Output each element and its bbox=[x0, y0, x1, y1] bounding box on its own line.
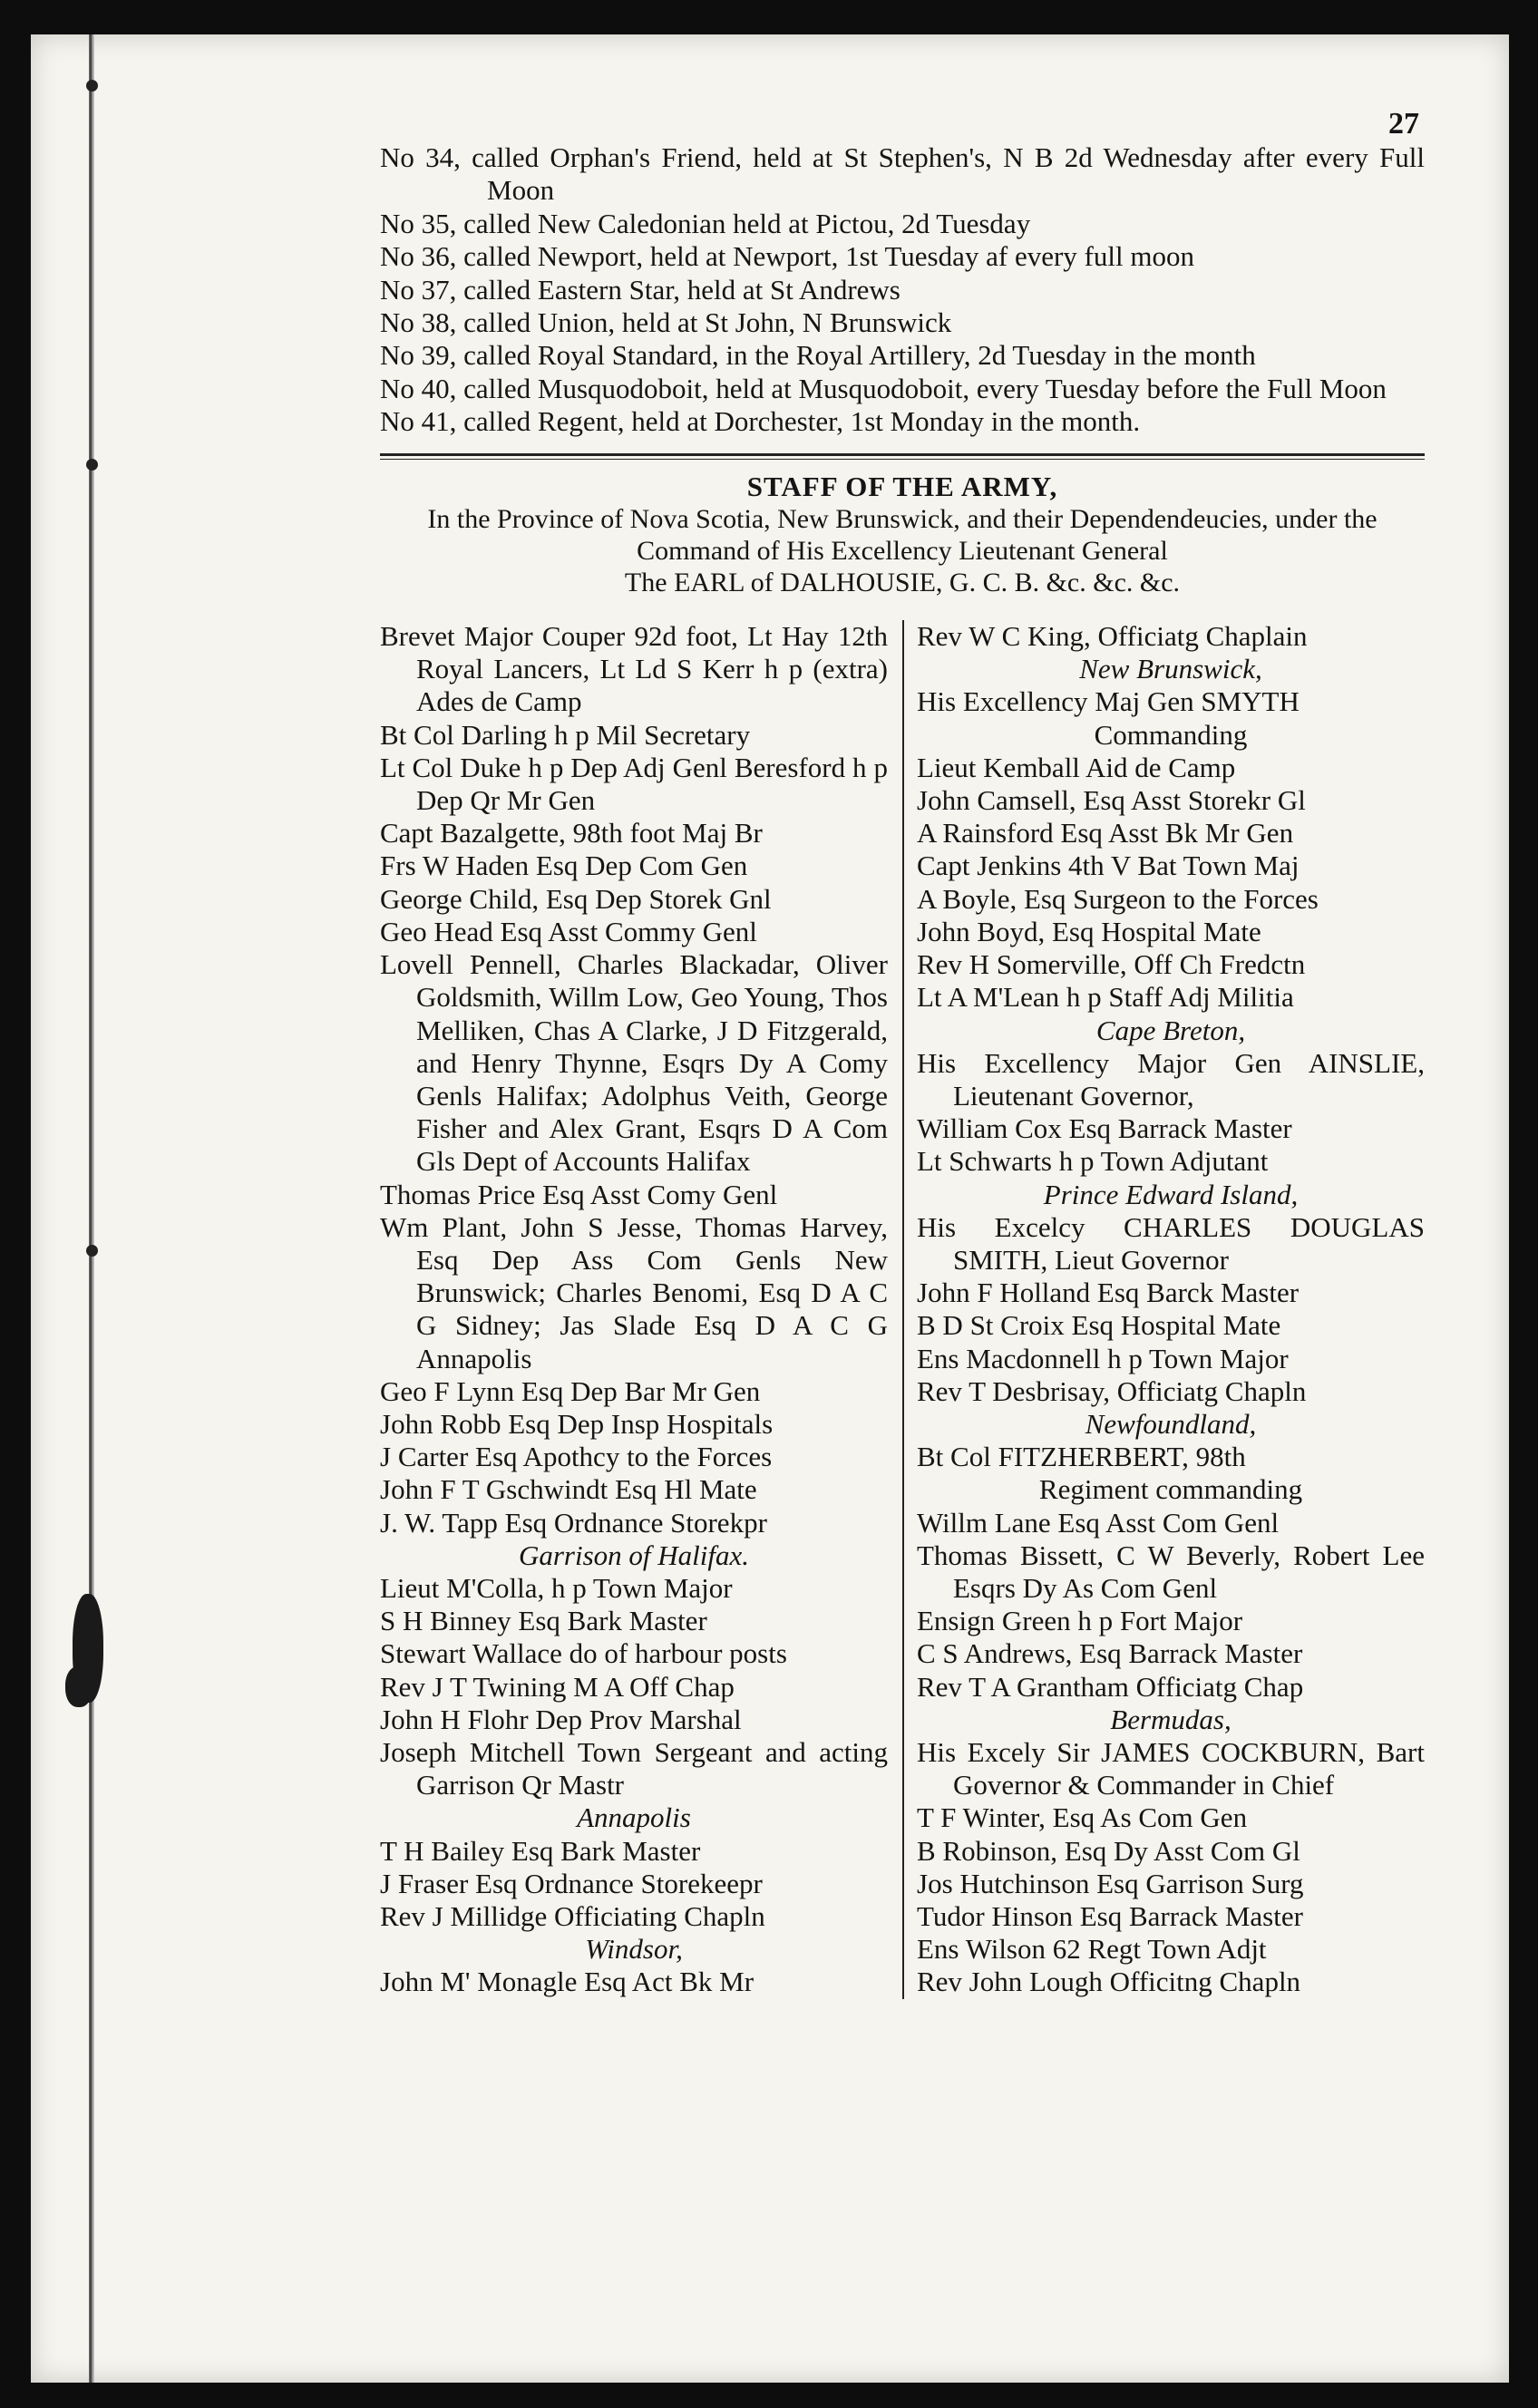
page-number: 27 bbox=[1388, 107, 1419, 141]
staff-entry: Tudor Hinson Esq Barrack Master bbox=[917, 1899, 1303, 1932]
staff-entry: Brevet Major Couper 92d foot, Lt Hay 12th Royal Lancers, Lt Ld S Kerr h p (extra) Ades de Camp bbox=[380, 620, 888, 718]
staff-entry: J Carter Esq Apothcy to the Forces bbox=[380, 1441, 773, 1473]
section-heading: Newfoundland, bbox=[1085, 1407, 1257, 1440]
staff-title: STAFF OF THE ARMY, bbox=[746, 470, 1058, 502]
lodge-entry: No 40, called Musquodoboit, held at Musquodoboit, every Tuesday before the Full Moon bbox=[380, 372, 1387, 404]
staff-entry: Bt Col Darling h p Mil Secretary bbox=[380, 718, 751, 751]
staff-entry: John M' Monagle Esq Act Bk Mr bbox=[380, 1966, 754, 1998]
section-divider bbox=[380, 453, 1425, 460]
lodge-entry: No 38, called Union, held at St John, N Brunswick bbox=[380, 306, 952, 339]
staff-entry: Rev J Millidge Officiating Chapln bbox=[380, 1899, 765, 1932]
staff-entry: Rev John Lough Officitng Chapln bbox=[917, 1966, 1301, 1998]
staff-entry: John F Holland Esq Barck Master bbox=[917, 1277, 1300, 1309]
right-column bbox=[904, 620, 1425, 1999]
staff-entry: His Excellency Maj Gen SMYTH bbox=[917, 685, 1300, 718]
section-heading: Bermudas, bbox=[1110, 1703, 1231, 1735]
staff-entry: Thomas Price Esq Asst Comy Genl bbox=[380, 1178, 778, 1210]
document-page bbox=[31, 34, 1509, 2383]
staff-entry: Rev W C King, Officiatg Chaplain bbox=[917, 620, 1308, 653]
staff-entry: J. W. Tapp Esq Ordnance Storekpr bbox=[380, 1506, 767, 1539]
staff-commander: The EARL of DALHOUSIE, G. C. B. &c. &c. &c. bbox=[624, 568, 1181, 598]
staff-entry: Ens Macdonnell h p Town Major bbox=[917, 1342, 1289, 1374]
staff-entry: Lieut Kemball Aid de Camp bbox=[917, 751, 1236, 783]
lodge-list bbox=[380, 141, 1425, 439]
lodge-entry: No 41, called Regent, held at Dorchester, 1st Monday in the month. bbox=[380, 405, 1141, 438]
lodge-entry: No 34, called Orphan's Friend, held at St Stephen's, N B 2d Wednesday after every Full Moon bbox=[380, 141, 1425, 207]
staff-entry: William Cox Esq Barrack Master bbox=[917, 1112, 1292, 1145]
staff-entry: His Excely Sir JAMES COCKBURN, Bart Governor & Commander in Chief bbox=[917, 1735, 1425, 1801]
staff-subtitle: In the Province of Nova Scotia, New Brunswick, and their Dependendeucies, under the Command of His Excellency Lieutenant General bbox=[427, 504, 1377, 567]
staff-entry: Willm Lane Esq Asst Com Genl bbox=[917, 1506, 1280, 1539]
staff-entry: Thomas Bissett, C W Beverly, Robert Lee Esqrs Dy As Com Genl bbox=[917, 1539, 1425, 1604]
staff-entry: Capt Jenkins 4th V Bat Town Maj bbox=[917, 850, 1300, 882]
staff-entry: Lt A M'Lean h p Staff Adj Militia bbox=[917, 981, 1294, 1014]
staff-entry: Rev J T Twining M A Off Chap bbox=[380, 1670, 735, 1703]
staff-entry: J Fraser Esq Ordnance Storekeepr bbox=[380, 1867, 763, 1899]
staff-entry: Rev H Somerville, Off Ch Fredctn bbox=[917, 948, 1306, 981]
staff-entry: T F Winter, Esq As Com Gen bbox=[917, 1801, 1248, 1834]
staff-entry: Lieut M'Colla, h p Town Major bbox=[380, 1571, 733, 1604]
staff-entry: John H Flohr Dep Prov Marshal bbox=[380, 1703, 742, 1735]
staff-entry: B Robinson, Esq Dy Asst Com Gl bbox=[917, 1834, 1300, 1867]
section-heading: Windsor, bbox=[585, 1933, 683, 1966]
staff-entry: Wm Plant, John S Jesse, Thomas Harvey, Esq Dep Ass Com Genls New Brunswick; Charles Benomi, Esq D A C G Sidney; Jas Slade Esq D A C G Annapolis bbox=[380, 1210, 888, 1374]
staff-columns bbox=[380, 620, 1425, 1999]
staff-entry: Joseph Mitchell Town Sergeant and acting Garrison Qr Mastr bbox=[380, 1735, 888, 1801]
staff-entry: A Boyle, Esq Surgeon to the Forces bbox=[917, 882, 1319, 915]
staff-entry: John Boyd, Esq Hospital Mate bbox=[917, 915, 1261, 947]
staff-entry: Jos Hutchinson Esq Garrison Surg bbox=[917, 1867, 1304, 1899]
staff-entry: Frs W Haden Esq Dep Com Gen bbox=[380, 850, 748, 882]
binding-hole bbox=[86, 1245, 98, 1257]
staff-entry: George Child, Esq Dep Storek Gnl bbox=[380, 882, 772, 915]
staff-entry: Rev T Desbrisay, Officiatg Chapln bbox=[917, 1374, 1307, 1407]
ink-stain bbox=[65, 1666, 92, 1707]
section-heading: Annapolis bbox=[577, 1801, 691, 1834]
staff-entry: John Robb Esq Dep Insp Hospitals bbox=[380, 1407, 774, 1440]
staff-entry: Bt Col FITZHERBERT, 98th bbox=[917, 1441, 1246, 1473]
staff-entry: John F T Gschwindt Esq Hl Mate bbox=[380, 1473, 757, 1506]
lodge-entry: No 35, called New Caledonian held at Pictou, 2d Tuesday bbox=[380, 207, 1031, 239]
section-heading: Garrison of Halifax. bbox=[518, 1539, 750, 1571]
staff-entry: Geo Head Esq Asst Commy Genl bbox=[380, 915, 757, 947]
staff-entry: Lt Col Duke h p Dep Adj Genl Beresford h p Dep Qr Mr Gen bbox=[380, 751, 888, 817]
staff-entry: B D St Croix Esq Hospital Mate bbox=[917, 1309, 1281, 1342]
staff-entry: Regiment commanding bbox=[1038, 1473, 1303, 1506]
staff-entry: S H Binney Esq Bark Master bbox=[380, 1605, 707, 1637]
staff-entry: His Excellency Major Gen AINSLIE, Lieutenant Governor, bbox=[917, 1046, 1425, 1112]
staff-entry: Geo F Lynn Esq Dep Bar Mr Gen bbox=[380, 1374, 761, 1407]
staff-entry: Stewart Wallace do of harbour posts bbox=[380, 1637, 787, 1670]
staff-entry: His Excelcy CHARLES DOUGLAS SMITH, Lieut Governor bbox=[917, 1210, 1425, 1276]
section-heading: Cape Breton, bbox=[1095, 1014, 1246, 1046]
staff-entry: C S Andrews, Esq Barrack Master bbox=[917, 1637, 1303, 1670]
staff-entry: Commanding bbox=[1094, 718, 1248, 751]
staff-entry: T H Bailey Esq Bark Master bbox=[380, 1834, 701, 1867]
staff-entry: Capt Bazalgette, 98th foot Maj Br bbox=[380, 817, 763, 850]
section-heading: Prince Edward Island, bbox=[1043, 1178, 1299, 1210]
staff-entry: Lt Schwarts h p Town Adjutant bbox=[917, 1145, 1269, 1178]
lodge-entry: No 36, called Newport, held at Newport, 1st Tuesday af every full moon bbox=[380, 240, 1194, 273]
binding-hole bbox=[86, 459, 98, 471]
binding-stitch bbox=[89, 34, 94, 2383]
lodge-entry: No 39, called Royal Standard, in the Royal Artillery, 2d Tuesday in the month bbox=[380, 339, 1256, 372]
binding-hole bbox=[86, 80, 98, 92]
left-column bbox=[380, 620, 904, 1999]
lodge-entry: No 37, called Eastern Star, held at St Andrews bbox=[380, 273, 900, 306]
staff-entry: Lovell Pennell, Charles Blackadar, Oliver Goldsmith, Willm Low, Geo Young, Thos Melliken, Chas A Clarke, J D Fitzgerald, and Henry Thynne, Esqrs Dy A Comy Genls Halifax; Adolphus Veith, George Fisher and Alex Grant, Esqrs D A Com Gls Dept of Accounts Halifax bbox=[380, 948, 888, 1178]
page-content bbox=[380, 107, 1425, 1999]
staff-entry: Ensign Green h p Fort Major bbox=[917, 1605, 1243, 1637]
section-heading: New Brunswick, bbox=[1079, 653, 1262, 685]
staff-entry: Ens Wilson 62 Regt Town Adjt bbox=[917, 1933, 1267, 1966]
staff-entry: John Camsell, Esq Asst Storekr Gl bbox=[917, 784, 1306, 817]
staff-entry: Rev T A Grantham Officiatg Chap bbox=[917, 1670, 1304, 1703]
staff-entry: A Rainsford Esq Asst Bk Mr Gen bbox=[917, 817, 1294, 850]
